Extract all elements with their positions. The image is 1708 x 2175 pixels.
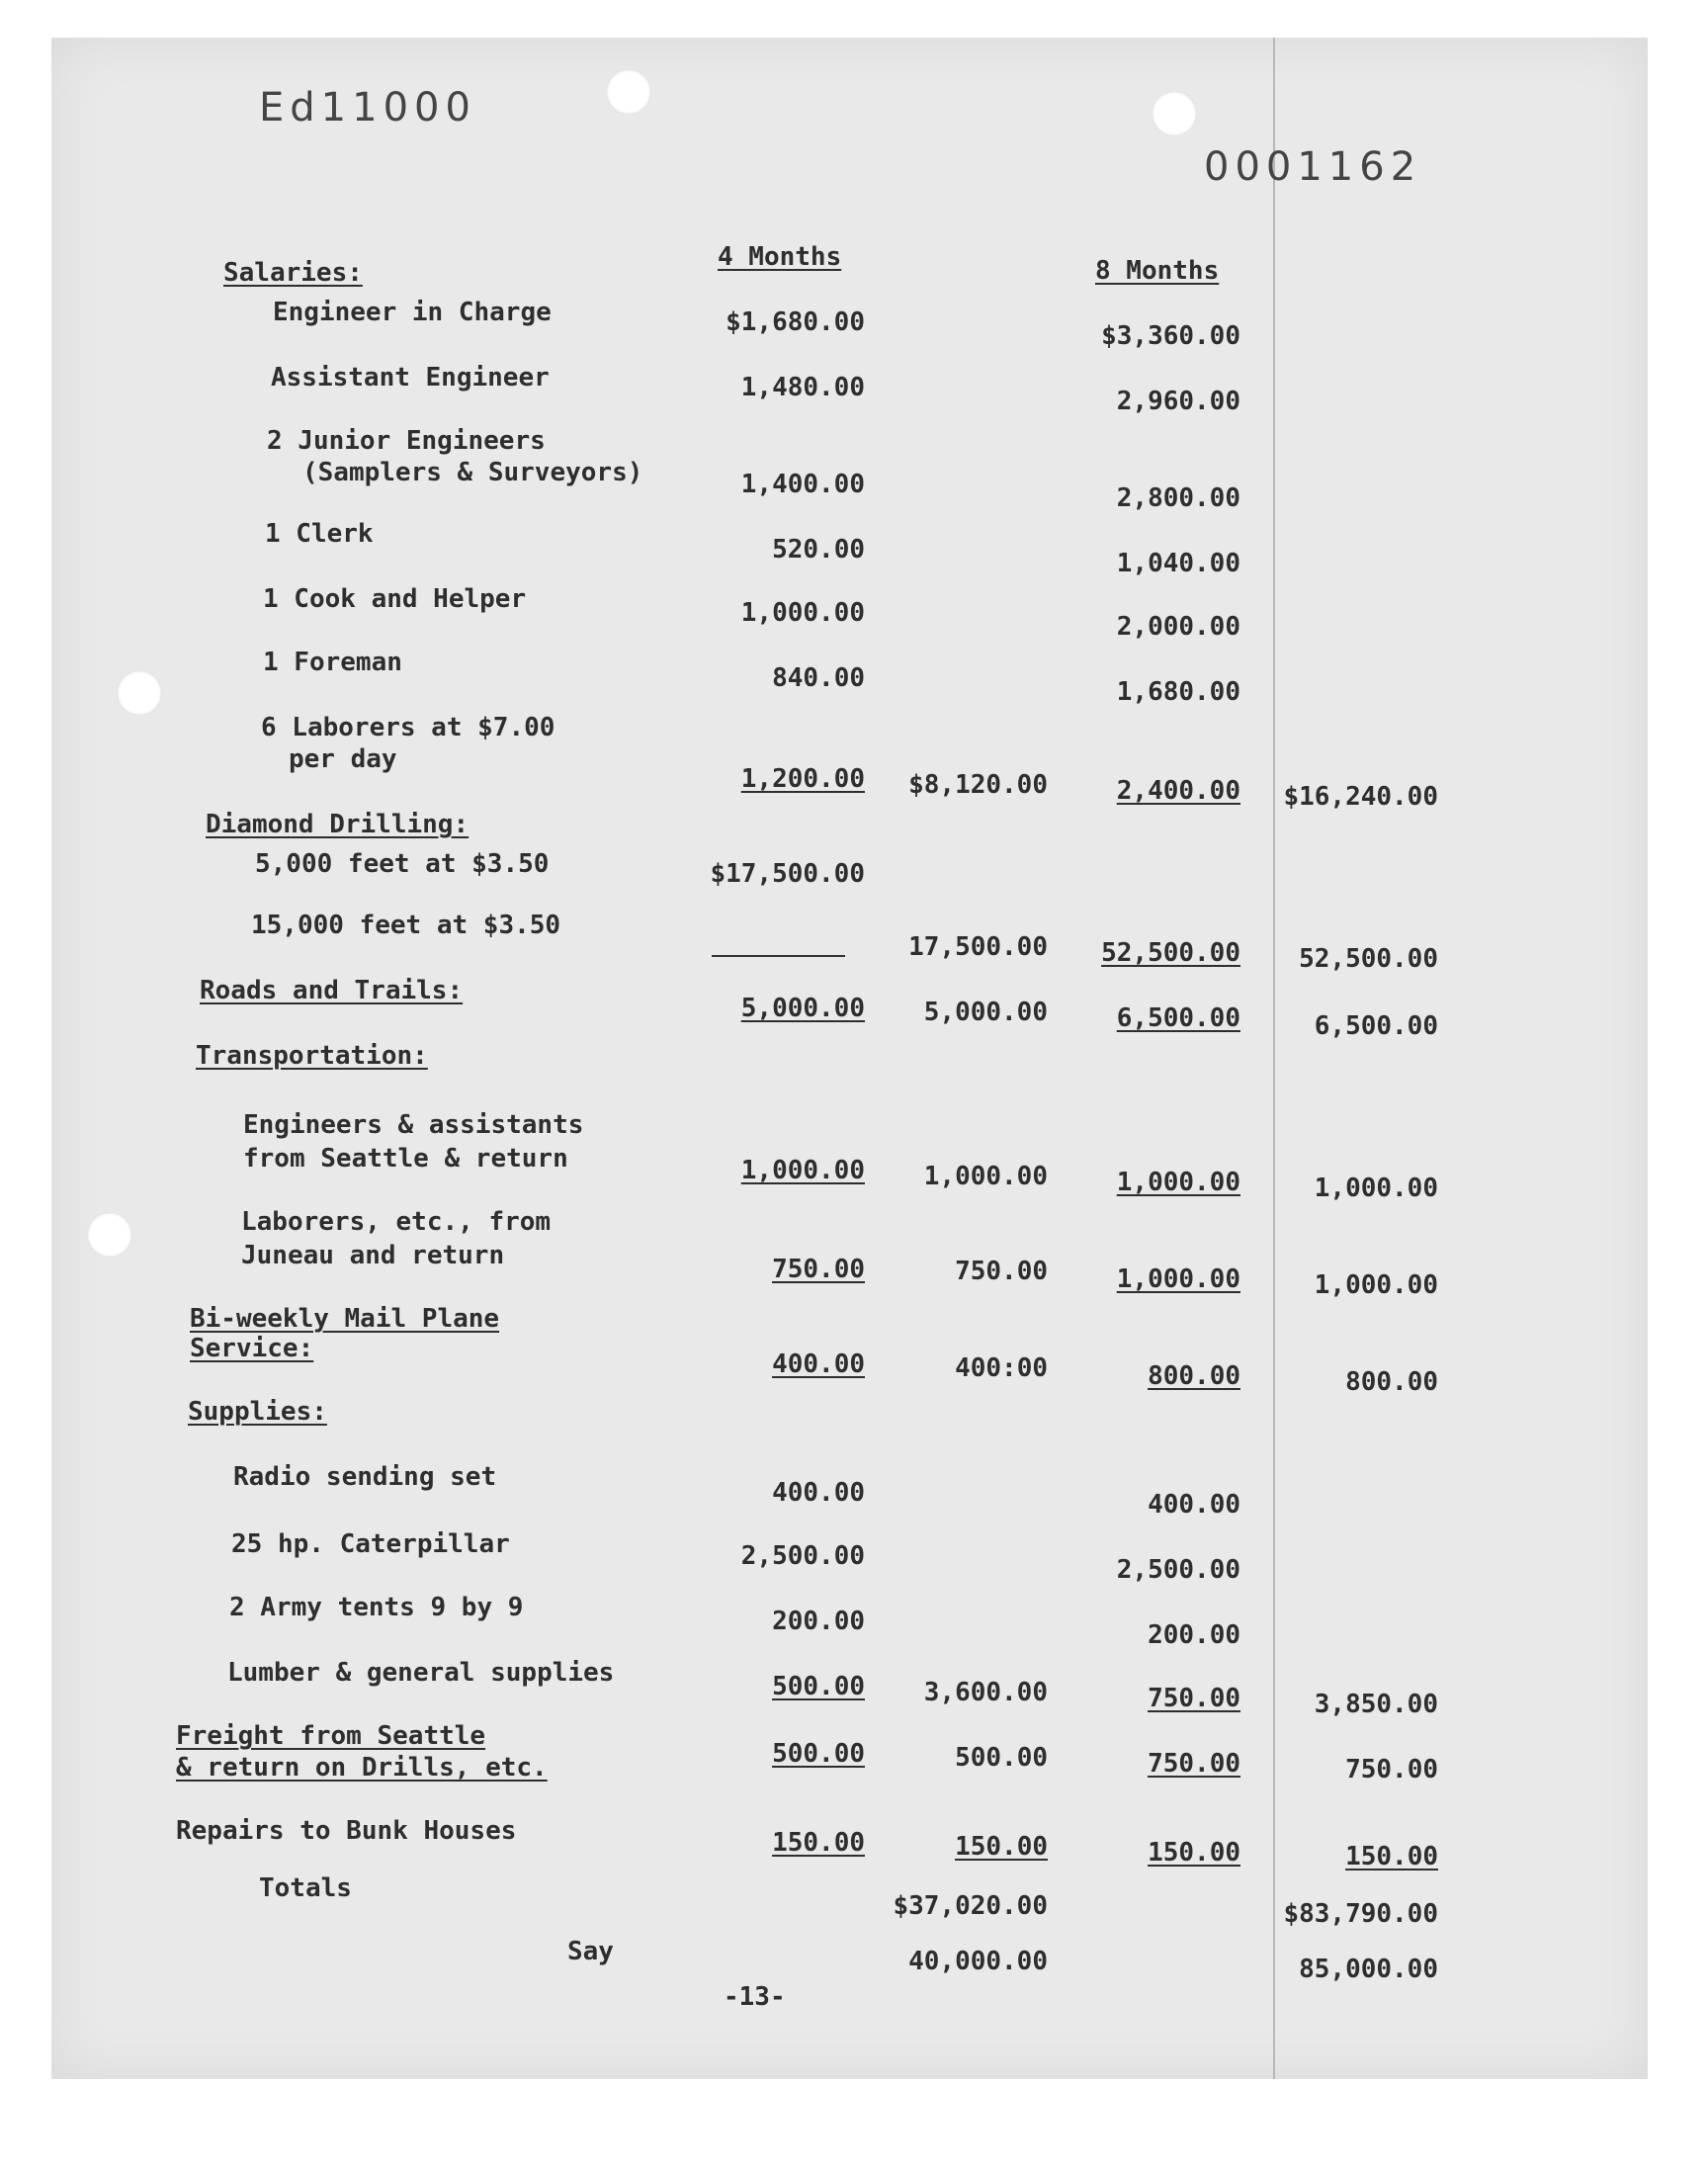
value-4m: 750.00	[772, 1255, 865, 1284]
blank-line	[712, 955, 845, 957]
section-transportation: Transportation:	[196, 1041, 428, 1071]
subtotal-8m: 3,850.00	[1314, 1690, 1438, 1719]
value-4m: $17,500.00	[710, 859, 865, 889]
subtotal-4m: 3,600.00	[923, 1678, 1048, 1707]
row-label-cont: from Seattle & return	[243, 1144, 568, 1174]
subtotal-8m: 150.00	[1345, 1842, 1438, 1871]
row-label-cont: Juneau and return	[241, 1241, 505, 1270]
col-header-4-months: 4 Months	[718, 242, 842, 272]
subtotal-8m: $16,240.00	[1283, 782, 1438, 812]
top-left-code: Ed11000	[259, 85, 476, 130]
row-label: Lumber & general supplies	[227, 1658, 615, 1688]
section-supplies: Supplies:	[188, 1397, 327, 1427]
value-8m: 1,000.00	[1116, 1264, 1240, 1294]
subtotal-8m: 800.00	[1345, 1367, 1438, 1397]
row-label: 1 Clerk	[265, 519, 374, 549]
value-4m: 400.00	[772, 1349, 865, 1379]
section-roads-and-trails: Roads and Trails:	[200, 976, 464, 1005]
subtotal-4m: 500.00	[955, 1743, 1048, 1773]
row-label: 15,000 feet at $3.50	[251, 911, 561, 940]
row-label: Repairs to Bunk Houses	[176, 1816, 517, 1846]
punch-hole	[606, 69, 651, 115]
row-label: 25 hp. Caterpillar	[231, 1529, 510, 1559]
value-4m: 520.00	[772, 535, 865, 565]
row-label: 2 Junior Engineers	[267, 426, 546, 456]
row-label: Assistant Engineer	[271, 363, 550, 392]
value-8m: $3,360.00	[1101, 321, 1240, 351]
subtotal-4m: 150.00	[955, 1832, 1048, 1862]
subtotal-4m: 400:00	[955, 1353, 1048, 1383]
grand-total-4m: $37,020.00	[893, 1891, 1048, 1921]
row-label: 5,000 feet at $3.50	[255, 849, 550, 879]
rounded-total-8m: 85,000.00	[1299, 1955, 1438, 1984]
say-label: Say	[567, 1937, 614, 1966]
subtotal-4m: 750.00	[955, 1257, 1048, 1286]
value-8m: 400.00	[1148, 1490, 1240, 1520]
row-label: Engineers & assistants	[243, 1110, 584, 1140]
value-8m: 1,000.00	[1116, 1168, 1240, 1197]
grand-total-8m: $83,790.00	[1283, 1899, 1438, 1929]
value-4m: 840.00	[772, 663, 865, 693]
value-8m: 2,960.00	[1116, 387, 1240, 416]
section-mail-plane-cont: Service:	[190, 1334, 314, 1363]
subtotal-8m: 750.00	[1345, 1755, 1438, 1784]
value-4m: 1,000.00	[740, 1156, 865, 1185]
value-8m: 750.00	[1148, 1684, 1240, 1713]
value-4m: 1,200.00	[740, 764, 865, 794]
totals-label: Totals	[259, 1873, 352, 1903]
value-8m: 200.00	[1148, 1620, 1240, 1650]
page-number: -13-	[724, 1982, 786, 2012]
section-freight: Freight from Seattle	[176, 1721, 486, 1751]
punch-hole	[117, 670, 162, 716]
value-4m: $1,680.00	[726, 307, 865, 337]
value-8m: 150.00	[1148, 1838, 1240, 1868]
subtotal-8m: 6,500.00	[1314, 1011, 1438, 1041]
row-label: Radio sending set	[233, 1462, 497, 1492]
value-8m: 52,500.00	[1101, 938, 1240, 968]
subtotal-8m: 1,000.00	[1314, 1270, 1438, 1300]
value-4m: 5,000.00	[740, 994, 865, 1023]
value-8m: 2,000.00	[1116, 612, 1240, 642]
punch-hole	[87, 1212, 132, 1258]
value-4m: 1,000.00	[740, 598, 865, 628]
section-diamond-drilling: Diamond Drilling:	[206, 810, 470, 839]
row-label: Laborers, etc., from	[241, 1207, 552, 1237]
section-freight-cont: & return on Drills, etc.	[176, 1753, 548, 1783]
row-label-cont: (Samplers & Surveyors)	[302, 458, 643, 487]
value-8m: 2,500.00	[1116, 1555, 1240, 1585]
value-4m: 1,400.00	[740, 470, 865, 499]
row-label-cont: per day	[289, 744, 397, 774]
value-8m: 800.00	[1148, 1361, 1240, 1391]
value-4m: 1,480.00	[740, 373, 865, 402]
top-right-code: 0001162	[1204, 144, 1422, 190]
subtotal-4m: $8,120.00	[908, 770, 1048, 800]
row-label: 2 Army tents 9 by 9	[229, 1593, 524, 1622]
value-8m: 2,800.00	[1116, 483, 1240, 513]
value-4m: 2,500.00	[740, 1541, 865, 1571]
punch-hole	[1152, 91, 1197, 136]
subtotal-8m: 1,000.00	[1314, 1174, 1438, 1203]
row-label: Engineer in Charge	[273, 298, 552, 327]
subtotal-4m: 17,500.00	[908, 932, 1048, 962]
rounded-total-4m: 40,000.00	[908, 1947, 1048, 1976]
value-4m: 200.00	[772, 1607, 865, 1636]
row-label: 6 Laborers at $7.00	[261, 713, 555, 742]
value-4m: 500.00	[772, 1672, 865, 1701]
subtotal-4m: 1,000.00	[923, 1162, 1048, 1191]
section-mail-plane: Bi-weekly Mail Plane	[190, 1304, 500, 1334]
subtotal-4m: 5,000.00	[923, 998, 1048, 1027]
value-8m: 1,680.00	[1116, 677, 1240, 707]
value-4m: 400.00	[772, 1478, 865, 1508]
subtotal-8m: 52,500.00	[1299, 944, 1438, 974]
value-8m: 6,500.00	[1116, 1003, 1240, 1033]
row-label: 1 Cook and Helper	[263, 584, 527, 614]
section-salaries: Salaries:	[223, 258, 363, 288]
value-4m: 500.00	[772, 1739, 865, 1769]
row-label: 1 Foreman	[263, 648, 402, 677]
value-8m: 1,040.00	[1116, 549, 1240, 578]
col-header-8-months: 8 Months	[1095, 256, 1220, 286]
value-8m: 750.00	[1148, 1749, 1240, 1779]
value-4m: 150.00	[772, 1828, 865, 1858]
value-8m: 2,400.00	[1116, 776, 1240, 806]
